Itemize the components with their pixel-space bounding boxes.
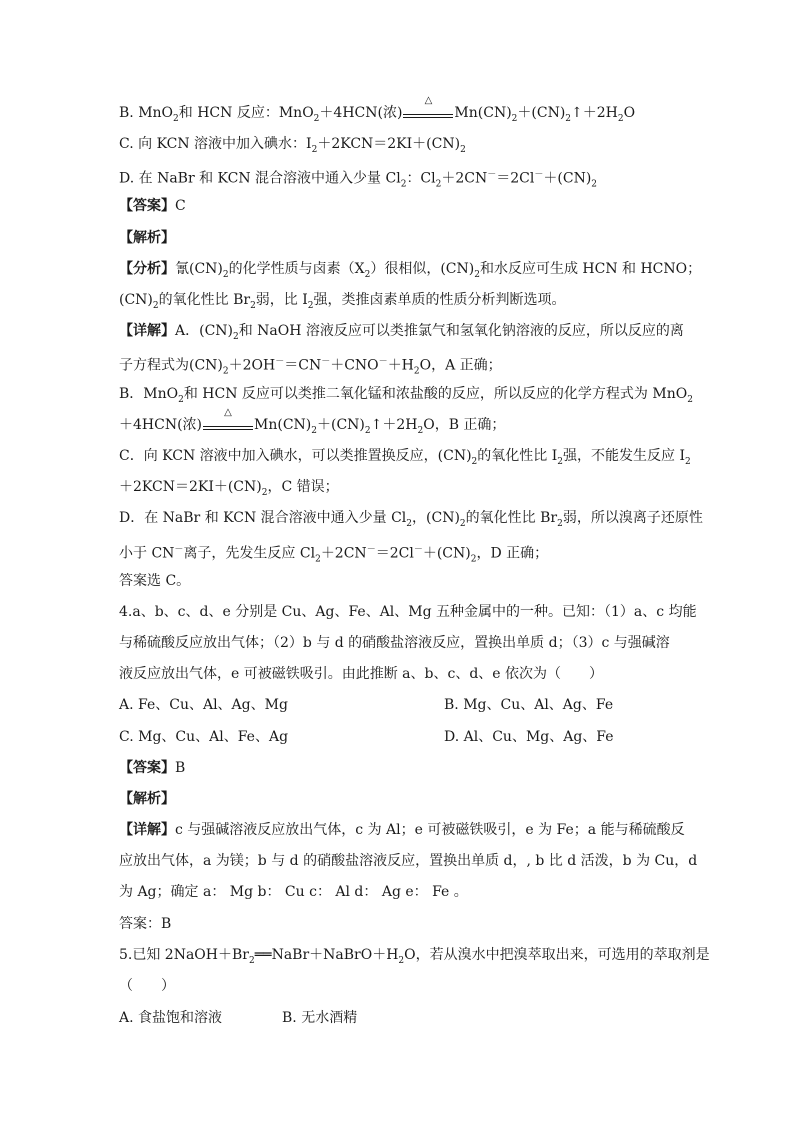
heating-condition-sign: △ xyxy=(403,106,453,120)
q4-stem-line-3: 液反应放出气体，e 可被磁铁吸引。由此推断 a、b、c、d、e 依次为（ ） xyxy=(119,666,604,682)
q3-conclusion: 答案选 C。 xyxy=(119,573,191,589)
q3-detail-a-line-1: 【详解】A．$(CN)_2$和 NaOH 溶液反应可以类推氯气和氢氧化钠溶液的反应，所以反应的离 xyxy=(119,323,684,342)
q3-detail-c-line-2: $+2KCN=2KI+(CN)_2$，C 错误； xyxy=(119,479,339,498)
heating-condition-sign: △ xyxy=(203,418,253,432)
q5-option-a: A. 食盐饱和溶液 xyxy=(119,1010,223,1026)
q5-stem-line-1: 5.已知 $2NaOH+Br_2══NaBr+NaBrO+H_2O$，若从溴水中把溴萃取出来，可选用的萃取剂是 xyxy=(119,947,710,966)
q3-option-c: C. 向 KCN 溶液中加入碘水：$I_2+2KCN=2KI+(CN)_2$ xyxy=(119,136,466,155)
q4-stem-line-2: 与稀硫酸反应放出气体；（2）b 与 d 的硝酸盐溶液反应，置换出单质 d；（3）c 与强碱溶 xyxy=(119,635,670,651)
q4-option-a: A. Fe、Cu、Al、Ag、Mg xyxy=(119,697,288,713)
q3-detail-b-line-2: ＋4HCN(浓) △ $Mn(CN)_2+(CN)_2↑+2H_2O$，B 正确； xyxy=(119,407,506,436)
q3-option-d: D. 在 NaBr 和 KCN 混合溶液中通入少量 $Cl_2$：$Cl_2+2CN^-=2Cl^-+(CN)_2$ xyxy=(119,170,598,190)
q4-stem-line-1: 4.a、b、c、d、e 分别是 Cu、Ag、Fe、Al、Mg 五种金属中的一种。已知：（1）a、c 均能 xyxy=(119,604,697,620)
q4-detail-line-3: 为 Ag；确定 a： Mg b： Cu c： Al d： Ag e： Fe 。 xyxy=(119,884,468,900)
q4-conclusion: 答案：B xyxy=(119,916,172,932)
q3-detail-c-line-1: C．向 KCN 溶液中加入碘水，可以类推置换反应，$(CN)_2$的氧化性比 $I_2$强，不能发生反应 $I_2$ xyxy=(119,448,691,467)
q3-detail-a-line-2: 子方程式为$(CN)_2+2OH^-=CN^-+CNO^-+H_2O$，A 正确； xyxy=(119,357,502,377)
q4-analysis-label: 【解析】 xyxy=(119,791,175,807)
q4-detail-line-2: 应放出气体，a 为镁；b 与 d 的硝酸盐溶液反应，置换出单质 d，, b 比 d 活泼，b 为 Cu，d xyxy=(119,853,698,869)
q4-option-b: B. Mg、Cu、Al、Ag、Fe xyxy=(444,697,614,713)
q3-detail-b-line-1: B．MnO$_2$和 HCN 反应可以类推二氧化锰和浓盐酸的反应，所以反应的化学方程式为 MnO$_2$ xyxy=(119,386,693,405)
q4-detail-line-1: 【详解】c 与强碱溶液反应放出气体，c 为 Al；e 可被磁铁吸引，e 为 Fe；a 能与稀硫酸反 xyxy=(119,822,685,838)
q3-fenxi-line-2: $(CN)_2$的氧化性比 $Br_2$弱，比 $I_2$强，类推卤素单质的性质分析判断选项。 xyxy=(119,292,566,311)
q3-analysis-label: 【解析】 xyxy=(119,230,175,246)
q3-detail-d-line-2: 小于 CN－离子，先发生反应 $Cl_2+2CN^-=2Cl^-+(CN)_2$，D 正确； xyxy=(119,545,549,565)
q5-stem-line-2: （ ） xyxy=(119,978,175,994)
q3-detail-d-line-1: D．在 NaBr 和 KCN 混合溶液中通入少量 $Cl_2$，$(CN)_2$的氧化性比 $Br_2$弱，所以溴离子还原性 xyxy=(119,510,703,529)
q3-answer: 【答案】C xyxy=(119,198,186,214)
q4-answer: 【答案】B xyxy=(119,760,186,776)
q3-option-b: B. MnO$_2$和 HCN 反应：MnO$_2$＋4HCN(浓) △ $Mn(CN)_2+(CN)_2↑+2H_2O$ xyxy=(119,95,636,124)
q5-option-b: B. 无水酒精 xyxy=(282,1010,358,1026)
q3-fenxi-line-1: 【分析】氰$(CN)_2$的化学性质与卤素$(X_2)$很相似，$(CN)_2$和水反应可生成 HCN 和 HCNO； xyxy=(119,261,702,280)
q4-option-c: C. Mg、Cu、Al、Fe、Ag xyxy=(119,729,289,745)
q4-option-d: D. Al、Cu、Mg、Ag、Fe xyxy=(444,729,614,745)
